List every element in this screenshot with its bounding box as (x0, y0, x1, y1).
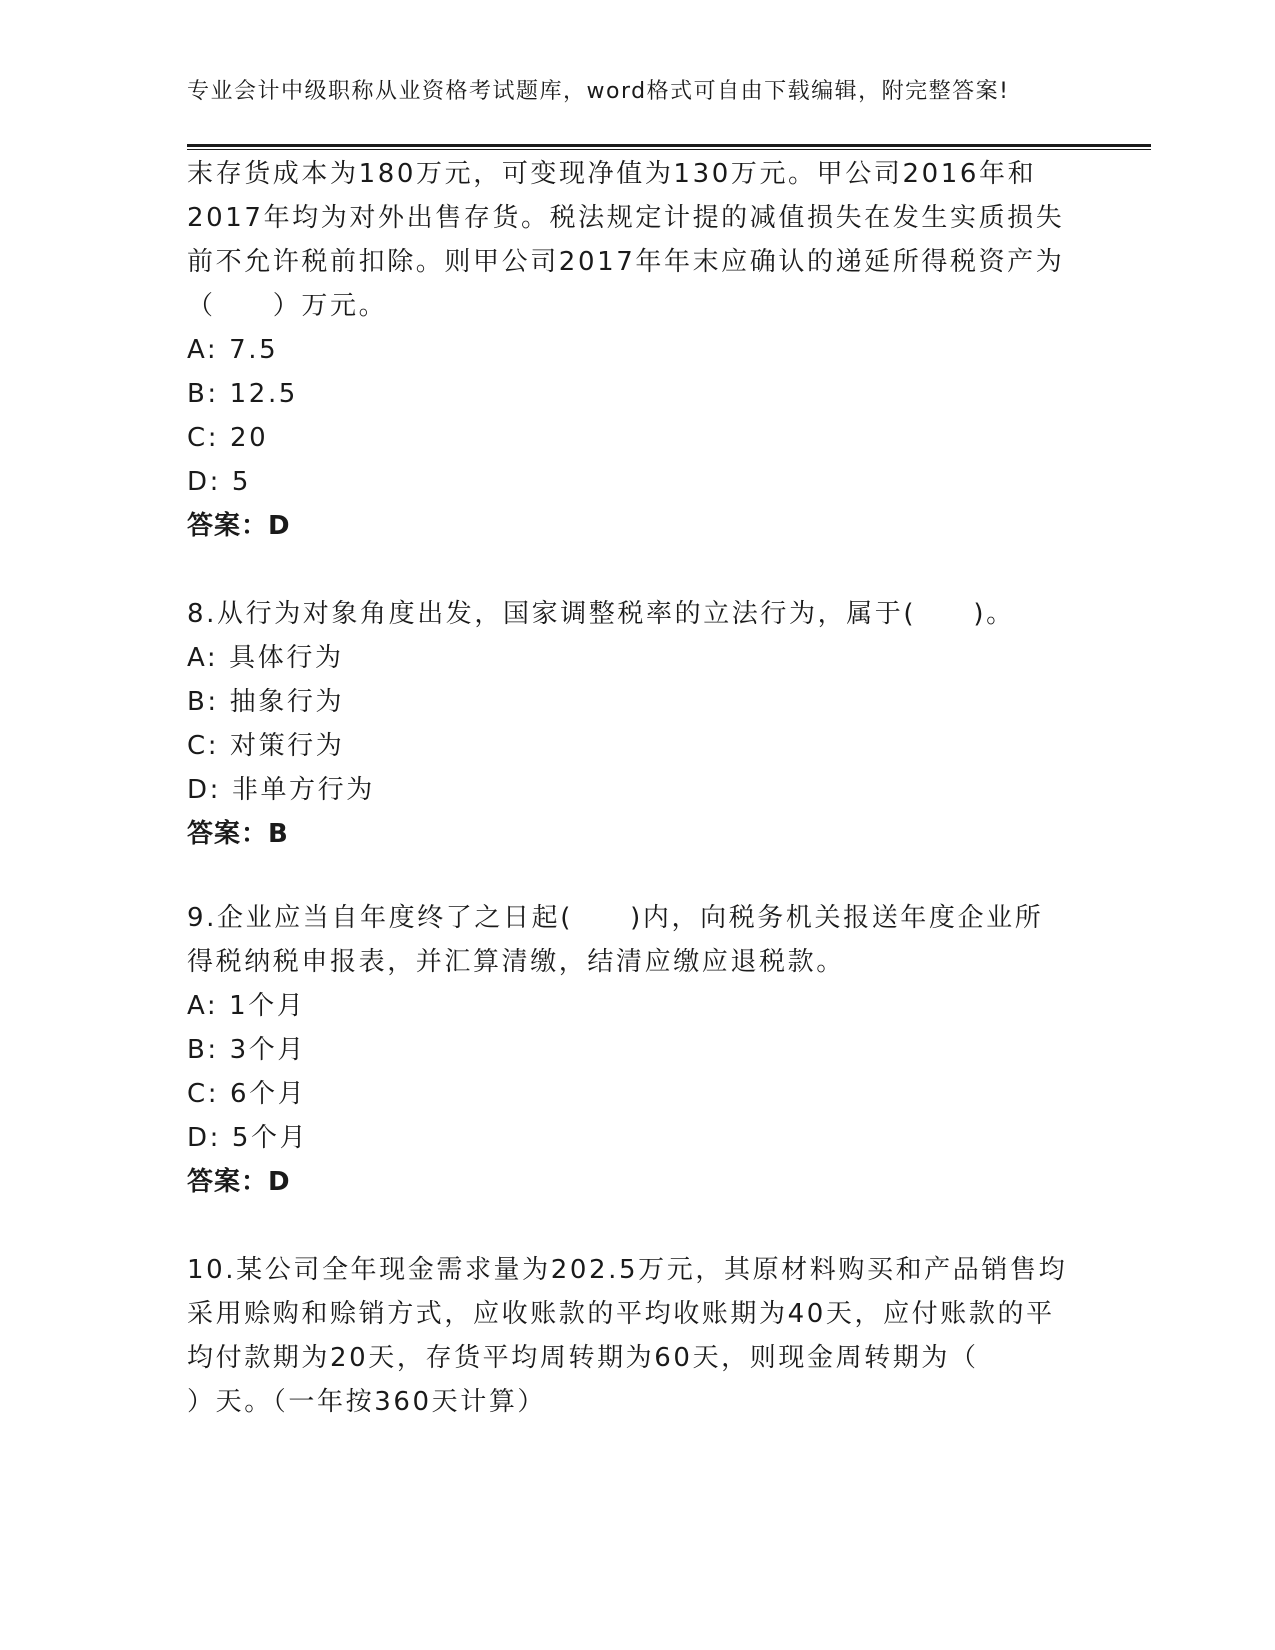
q8-answer: 答案：B (187, 819, 289, 849)
q7-stem-line-1: 末存货成本为180万元，可变现净值为130万元。甲公司2016年和 (187, 159, 1037, 189)
q7-option-a: A: 7.5 (187, 335, 279, 365)
q7-stem-line-2: 2017年均为对外出售存货。税法规定计提的减值损失在发生实质损失 (187, 203, 1065, 233)
q9-option-b: B: 3个月 (187, 1035, 307, 1065)
q7-option-d: D: 5 (187, 467, 251, 497)
q7-option-b: B: 12.5 (187, 379, 298, 409)
q9-answer: 答案：D (187, 1167, 291, 1197)
header-rule-thick (187, 144, 1151, 147)
q8-option-b: B: 抽象行为 (187, 687, 345, 717)
q7-stem-line-3: 前不允许税前扣除。则甲公司2017年年末应确认的递延所得税资产为 (187, 247, 1065, 277)
q8-option-c: C: 对策行为 (187, 731, 345, 761)
q10-stem-line-2: 采用赊购和赊销方式，应收账款的平均收账期为40天，应付账款的平 (187, 1299, 1055, 1329)
q8-option-a: A: 具体行为 (187, 643, 344, 673)
q8-stem-line-1: 8.从行为对象角度出发，国家调整税率的立法行为，属于( )。 (187, 599, 1015, 629)
header-rule-thin (187, 149, 1151, 150)
q9-option-c: C: 6个月 (187, 1079, 307, 1109)
document-header: 专业会计中级职称从业资格考试题库，word格式可自由下载编辑，附完整答案! (187, 79, 1010, 104)
q9-stem-line-2: 得税纳税申报表，并汇算清缴，结清应缴应退税款。 (187, 947, 845, 977)
q9-option-a: A: 1个月 (187, 991, 306, 1021)
q7-answer: 答案：D (187, 511, 291, 541)
q10-stem-line-4: ）天。（一年按360天计算） (187, 1387, 547, 1417)
q8-option-d: D: 非单方行为 (187, 775, 375, 805)
q9-option-d: D: 5个月 (187, 1123, 309, 1153)
q7-option-c: C: 20 (187, 423, 269, 453)
q9-stem-line-1: 9.企业应当自年度终了之日起( )内，向税务机关报送年度企业所 (187, 903, 1044, 933)
q7-stem-line-4: （ ）万元。 (187, 291, 388, 321)
q10-stem-line-1: 10.某公司全年现金需求量为202.5万元，其原材料购买和产品销售均 (187, 1255, 1068, 1285)
q10-stem-line-3: 均付款期为20天，存货平均周转期为60天，则现金周转期为（ (187, 1343, 979, 1373)
